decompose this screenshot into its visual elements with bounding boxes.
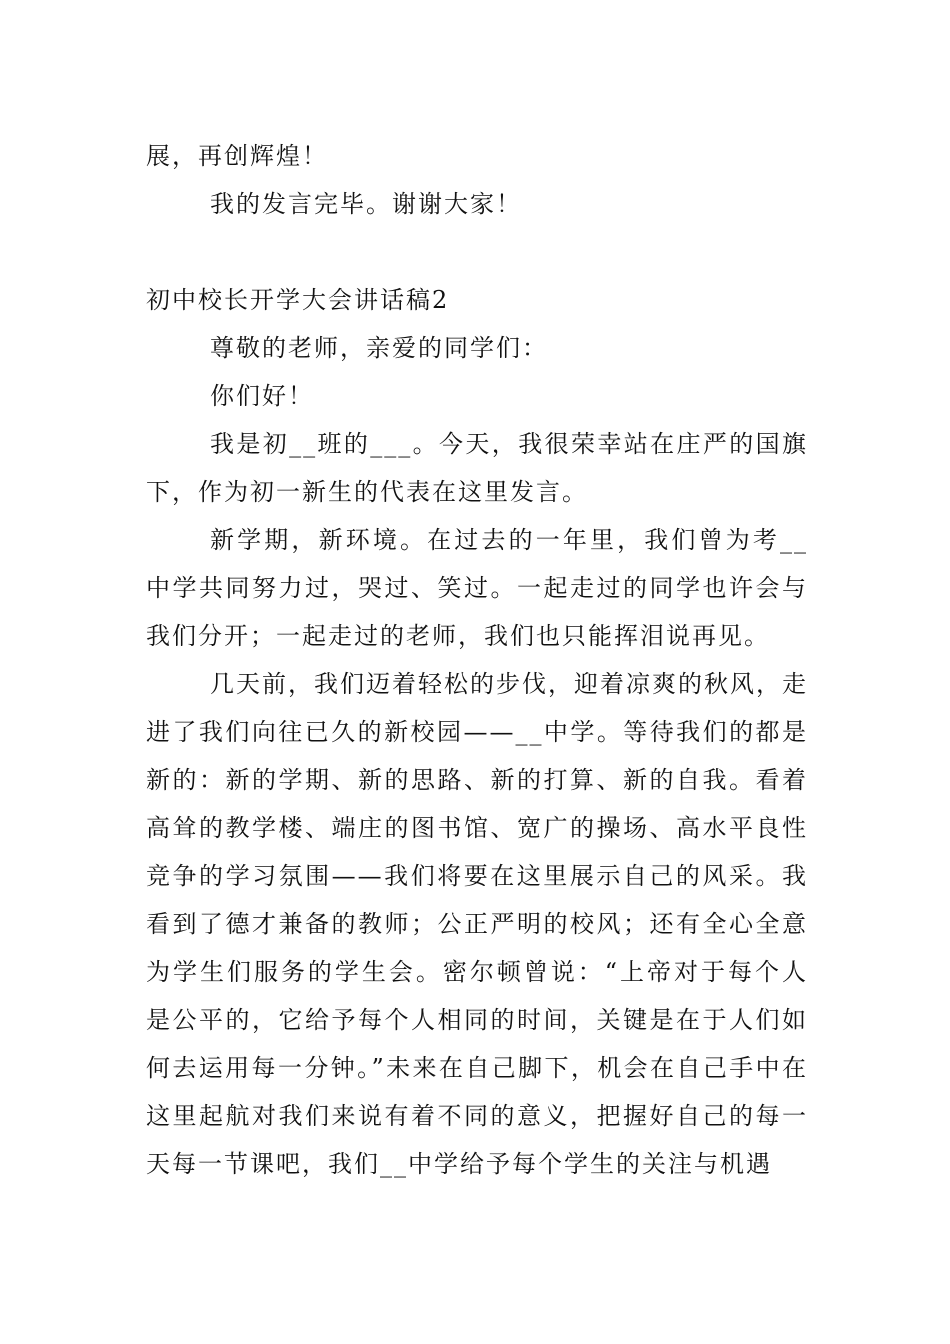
paragraph-1: 我是初__班的___。今天，我很荣幸站在庄严的国旗下，作为初一新生的代表在这里发言。 — [146, 430, 808, 506]
document-body — [146, 132, 808, 1188]
closing-line: 我的发言完毕。谢谢大家！ — [210, 190, 522, 218]
greeting: 你们好！ — [210, 382, 314, 410]
paragraph-2: 新学期，新环境。在过去的一年里，我们曾为考__中学共同努力过，哭过、笑过。一起走过的同学也许会与我们分开；一起走过的老师，我们也只能挥泪说再见。 — [146, 526, 808, 650]
section-title: 初中校长开学大会讲话稿2 — [146, 286, 450, 314]
paragraph-3: 几天前，我们迈着轻松的步伐，迎着凉爽的秋风，走进了我们向往已久的新校园——__中学。等待我们的都是新的：新的学期、新的思路、新的打算、新的自我。看着高耸的教学楼、端庄的图书馆、宽广的操场、高水平良性竞争的学习氛围——我们将要在这里展示自己的风采。我看到了德才兼备的教师；公正严明的校风；还有全心全意为学生们服务的学生会。密尔顿曾说：“上帝对于每个人是公平的，它给予每个人相同的时间，关键是在于人们如何去运用每一分钟。”未来在自己脚下，机会在自己手中在这里起航对我们来说有着不同的意义，把握好自己的每一天每一节课吧，我们__中学给予每个学生的关注与机遇 — [146, 670, 808, 1178]
section-gap — [146, 228, 808, 276]
salutation: 尊敬的老师，亲爱的同学们： — [210, 334, 548, 362]
continuation-line: 展，再创辉煌！ — [146, 142, 328, 170]
